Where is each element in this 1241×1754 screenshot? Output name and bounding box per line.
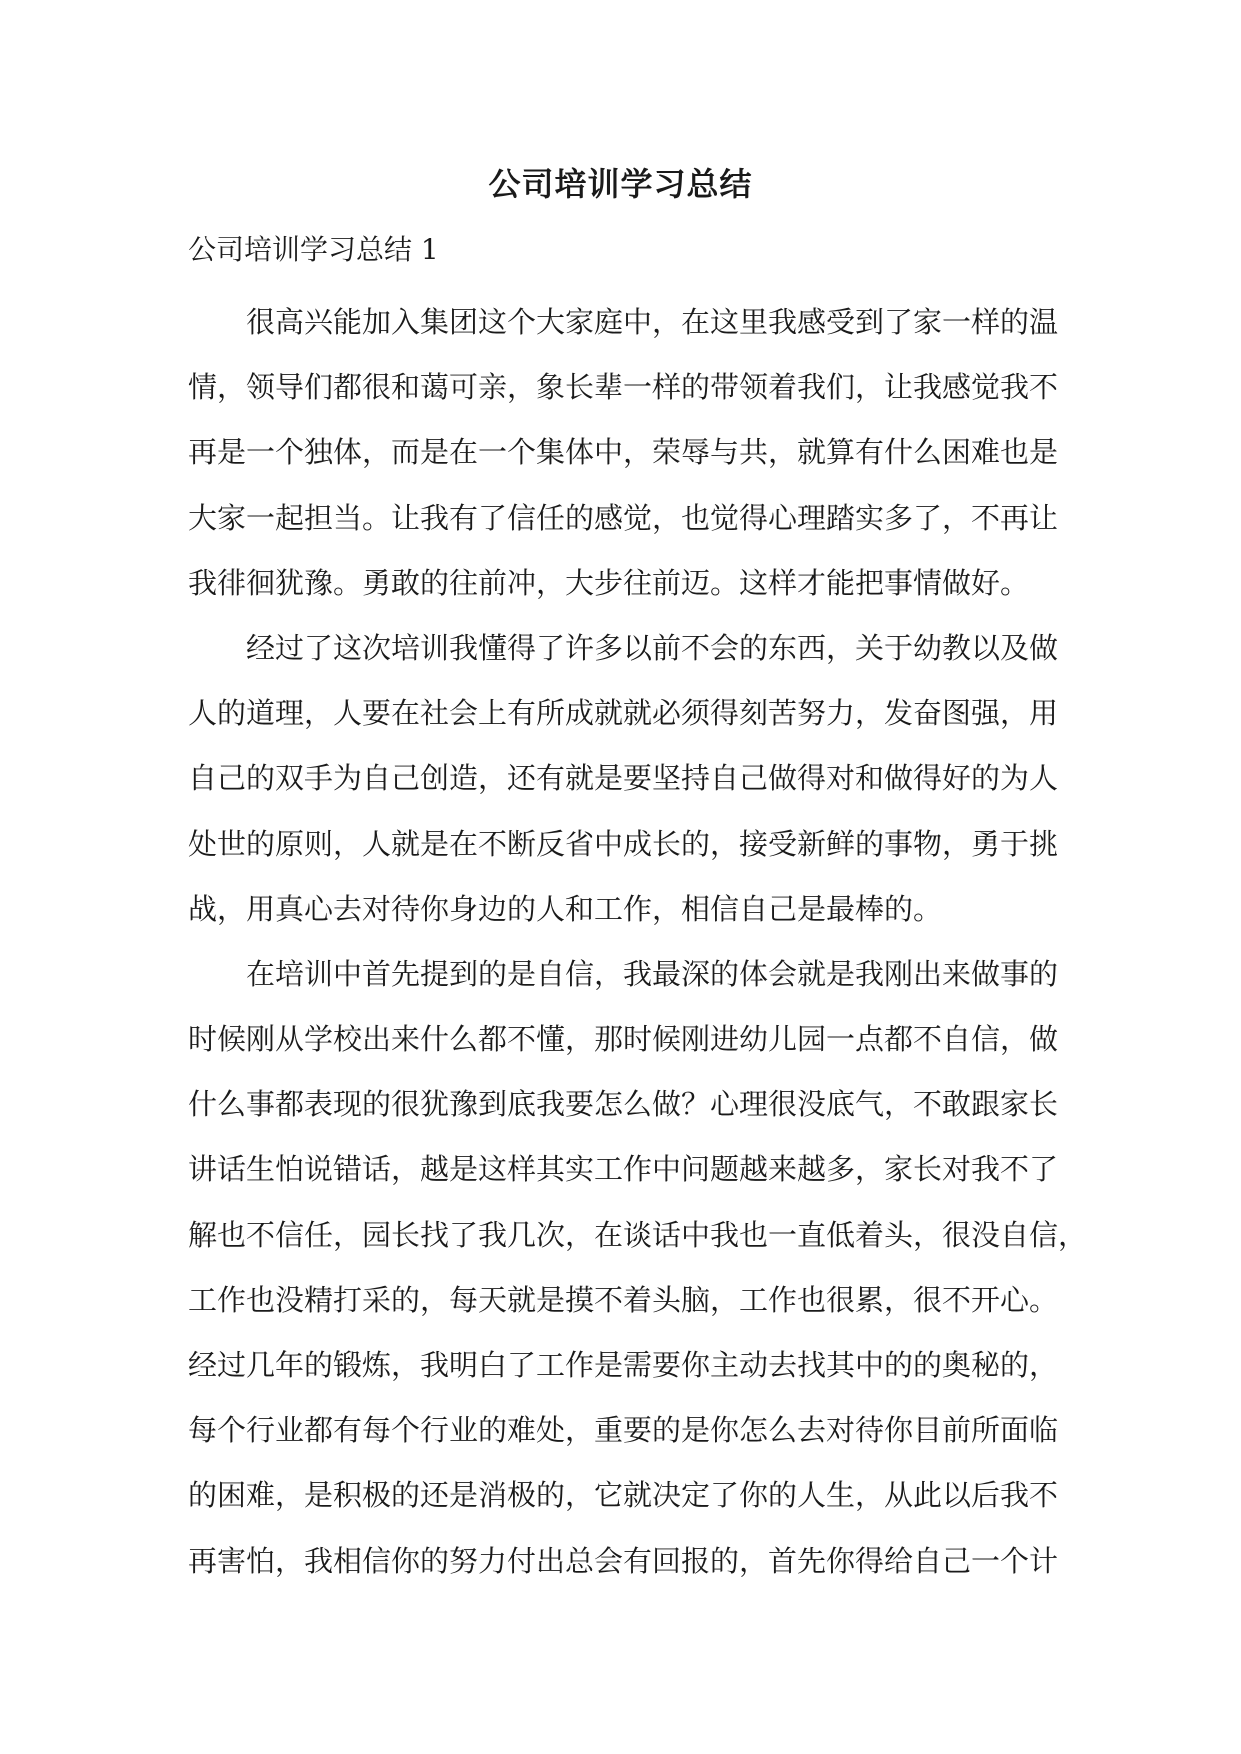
text-line: 在培训中首先提到的是自信，我最深的体会就是我刚出来做事的 — [246, 956, 1059, 991]
text-line: 经过了这次培训我懂得了许多以前不会的东西，关于幼教以及做 — [246, 630, 1059, 665]
text-line: 再是一个独体，而是在一个集体中，荣辱与共，就算有什么困难也是 — [188, 435, 1059, 470]
text-line: 再害怕，我相信你的努力付出总会有回报的，首先你得给自己一个计 — [188, 1543, 1059, 1578]
text-line: 情，领导们都很和蔼可亲，象长辈一样的带领着我们，让我感觉我不 — [188, 370, 1059, 405]
text-line: 处世的原则，人就是在不断反省中成长的，接受新鲜的事物，勇于挑 — [188, 826, 1059, 861]
text-line: 很高兴能加入集团这个大家庭中，在这里我感受到了家一样的温 — [246, 305, 1059, 339]
text-line: 人的道理，人要在社会上有所成就就必须得刻苦努力，发奋图强，用 — [188, 696, 1059, 731]
text-line: 战，用真心去对待你身边的人和工作，相信自己是最棒的。 — [188, 891, 943, 926]
text-line: 讲话生怕说错话，越是这样其实工作中问题越来越多，家长对我不了 — [188, 1152, 1059, 1187]
document-title: 公司培训学习总结 — [488, 165, 753, 203]
text-line: 我徘徊犹豫。勇敢的往前冲，大步往前迈。这样才能把事情做好。 — [188, 565, 1030, 600]
text-line: 经过几年的锻炼，我明白了工作是需要你主动去找其中的的奥秘的， — [188, 1348, 1059, 1382]
text-line: 每个行业都有每个行业的难处，重要的是你怎么去对待你目前所面临 — [188, 1413, 1059, 1448]
section-heading: 公司培训学习总结 1 — [188, 233, 439, 266]
paragraph-1 — [188, 290, 1058, 616]
paragraph-3 — [188, 942, 1088, 1594]
document-body — [188, 290, 1088, 1594]
text-line: 工作也没精打采的，每天就是摸不着头脑，工作也很累，很不开心。 — [188, 1282, 1059, 1317]
text-line: 解也不信任，园长找了我几次，在谈话中我也一直低着头，很没自信， — [188, 1217, 1088, 1252]
text-line: 自己的双手为自己创造，还有就是要坚持自己做得对和做得好的为人 — [188, 761, 1059, 796]
text-line: 什么事都表现的很犹豫到底我要怎么做？心理很没底气，不敢跟家长 — [188, 1087, 1059, 1122]
paragraph-2 — [188, 616, 1058, 942]
text-line: 大家一起担当。让我有了信任的感觉，也觉得心理踏实多了，不再让 — [188, 500, 1059, 535]
text-line: 时候刚从学校出来什么都不懂，那时候刚进幼儿园一点都不自信，做 — [188, 1022, 1059, 1057]
text-line: 的困难，是积极的还是消极的，它就决定了你的人生，从此以后我不 — [188, 1478, 1059, 1513]
